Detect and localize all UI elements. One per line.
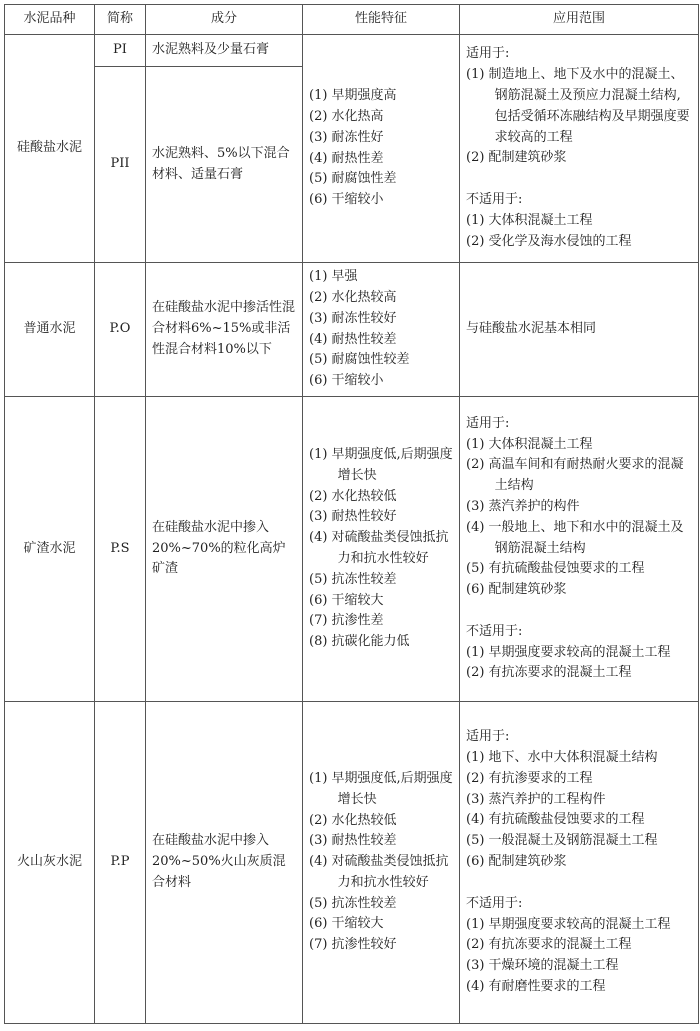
composition-cell: 水泥熟料及少量石膏 bbox=[146, 35, 303, 67]
header-abbr: 简称 bbox=[95, 5, 146, 35]
feature-item: (1) 早强 bbox=[309, 269, 358, 285]
unsuitable-item: (3) 干燥环境的混凝土工程 bbox=[466, 958, 619, 974]
suitable-item: (6) 配制建筑砂浆 bbox=[466, 582, 567, 598]
header-composition: 成分 bbox=[146, 5, 303, 35]
feature-item: (4) 耐热性差 bbox=[309, 150, 384, 166]
suitable-item: (3) 蒸汽养护的构件 bbox=[466, 498, 580, 514]
feature-item: (2) 水化热较高 bbox=[309, 289, 397, 305]
feature-item: (5) 耐腐蚀性差 bbox=[309, 171, 397, 187]
feature-item: (3) 耐热性较差 bbox=[309, 833, 397, 849]
feature-item: (5) 抗冻性较差 bbox=[309, 571, 397, 587]
variety-cell: 火山灰水泥 bbox=[5, 702, 95, 1024]
feature-item: (6) 干缩较小 bbox=[309, 192, 384, 208]
composition-cell: 在硅酸盐水泥中掺入20%~70%的粒化高炉矿渣 bbox=[146, 397, 303, 702]
composition-cell: 水泥熟料、5%以下混合材料、适量石膏 bbox=[146, 67, 303, 263]
feature-item: (1) 早期强度低,后期强度增长快 bbox=[309, 770, 453, 807]
suitable-item: (1) 地下、水中大体积混凝土结构 bbox=[466, 750, 658, 766]
features-cell bbox=[303, 702, 460, 1024]
feature-item: (4) 耐热性较差 bbox=[309, 331, 397, 347]
abbr-cell: PII bbox=[95, 67, 146, 263]
suitable-item: (4) 一般地上、地下和水中的混凝土及钢筋混凝土结构 bbox=[466, 519, 684, 556]
feature-item: (3) 耐冻性较好 bbox=[309, 310, 397, 326]
composition-cell: 在硅酸盐水泥中掺入20%~50%火山灰质混合材料 bbox=[146, 702, 303, 1024]
feature-item: (6) 干缩较大 bbox=[309, 916, 384, 932]
unsuitable-label: 不适用于: bbox=[466, 623, 523, 639]
composition-cell: 在硅酸盐水泥中掺活性混合材料6%~15%或非活性混合材料10%以下 bbox=[146, 263, 303, 397]
suitable-item: (2) 有抗渗要求的工程 bbox=[466, 770, 593, 786]
suitable-label: 适用于: bbox=[466, 46, 510, 62]
feature-item: (4) 对硫酸盐类侵蚀抵抗力和抗水性较好 bbox=[309, 854, 449, 890]
feature-item: (5) 抗冻性较差 bbox=[309, 895, 397, 911]
variety-cell: 普通水泥 bbox=[5, 263, 95, 397]
suitable-item: (3) 蒸汽养护的工程构件 bbox=[466, 791, 606, 807]
abbr-cell: P.O bbox=[95, 263, 146, 397]
suitable-item: (6) 配制建筑砂浆 bbox=[466, 854, 567, 869]
unsuitable-item: (2) 受化学及海水侵蚀的工程 bbox=[466, 233, 632, 249]
unsuitable-label: 不适用于: bbox=[466, 192, 523, 208]
suitable-item: (2) 高温车间和有耐热耐火要求的混凝土结构 bbox=[466, 457, 684, 494]
feature-item: (2) 水化热高 bbox=[309, 108, 384, 124]
suitable-item: (5) 一般混凝土及钢筋混凝土工程 bbox=[466, 833, 658, 849]
features-cell bbox=[303, 397, 460, 702]
feature-item: (2) 水化热较低 bbox=[309, 488, 397, 504]
suitable-item: (4) 有抗硫酸盐侵蚀要求的工程 bbox=[466, 812, 645, 828]
header-variety: 水泥品种 bbox=[5, 5, 95, 35]
variety-cell: 矿渣水泥 bbox=[5, 397, 95, 702]
feature-item: (6) 干缩较大 bbox=[309, 592, 384, 608]
unsuitable-item: (1) 早期强度要求较高的混凝土工程 bbox=[466, 644, 671, 660]
suitable-item: (5) 有抗硫酸盐侵蚀要求的工程 bbox=[466, 561, 645, 577]
variety-cell: 硅酸盐水泥 bbox=[5, 35, 95, 263]
feature-item: (1) 早期强度高 bbox=[309, 88, 397, 104]
feature-item: (2) 水化热较低 bbox=[309, 812, 397, 828]
header-application: 应用范围 bbox=[460, 5, 699, 35]
suitable-item: (1) 制造地上、地下及水中的混凝土、钢筋混凝土及预应力混凝土结构,包括受循环冻融结构及早期强度要求较高的工程 bbox=[466, 67, 690, 145]
abbr-cell: P.S bbox=[95, 397, 146, 702]
abbr-cell: P.P bbox=[95, 702, 146, 1024]
application-cell: 与硅酸盐水泥基本相同 bbox=[460, 263, 699, 397]
unsuitable-label: 不适用于: bbox=[466, 895, 523, 911]
suitable-label: 适用于: bbox=[466, 729, 510, 745]
table-row bbox=[5, 397, 699, 702]
feature-item: (3) 耐冻性好 bbox=[309, 129, 384, 145]
feature-item: (8) 抗碳化能力低 bbox=[309, 634, 410, 650]
feature-item: (1) 早期强度低,后期强度增长快 bbox=[309, 447, 453, 483]
unsuitable-item: (2) 有抗冻要求的混凝土工程 bbox=[466, 937, 632, 953]
header-features: 性能特征 bbox=[303, 5, 460, 35]
features-cell bbox=[303, 263, 460, 397]
unsuitable-item: (4) 有耐磨性要求的工程 bbox=[466, 978, 606, 994]
table-row bbox=[5, 702, 699, 1024]
feature-item: (7) 抗渗性较好 bbox=[309, 937, 397, 953]
table-row bbox=[5, 35, 699, 67]
feature-item: (6) 干缩较小 bbox=[309, 373, 384, 389]
feature-item: (7) 抗渗性差 bbox=[309, 613, 384, 629]
feature-item: (4) 对硫酸盐类侵蚀抵抗力和抗水性较好 bbox=[309, 530, 449, 566]
application-cell bbox=[460, 35, 699, 263]
cement-types-table bbox=[4, 4, 699, 1024]
suitable-item: (2) 配制建筑砂浆 bbox=[466, 150, 567, 166]
abbr-cell: PI bbox=[95, 35, 146, 67]
features-cell bbox=[303, 35, 460, 263]
header-row bbox=[5, 5, 699, 35]
unsuitable-item: (2) 有抗冻要求的混凝土工程 bbox=[466, 665, 632, 681]
unsuitable-item: (1) 早期强度要求较高的混凝土工程 bbox=[466, 916, 671, 932]
suitable-label: 适用于: bbox=[466, 415, 510, 431]
table-row bbox=[5, 263, 699, 397]
application-cell bbox=[460, 702, 699, 1024]
unsuitable-item: (1) 大体积混凝土工程 bbox=[466, 212, 593, 228]
feature-item: (5) 耐腐蚀性较差 bbox=[309, 352, 410, 368]
suitable-item: (1) 大体积混凝土工程 bbox=[466, 436, 593, 452]
application-cell bbox=[460, 397, 699, 702]
feature-item: (3) 耐热性较好 bbox=[309, 509, 397, 525]
